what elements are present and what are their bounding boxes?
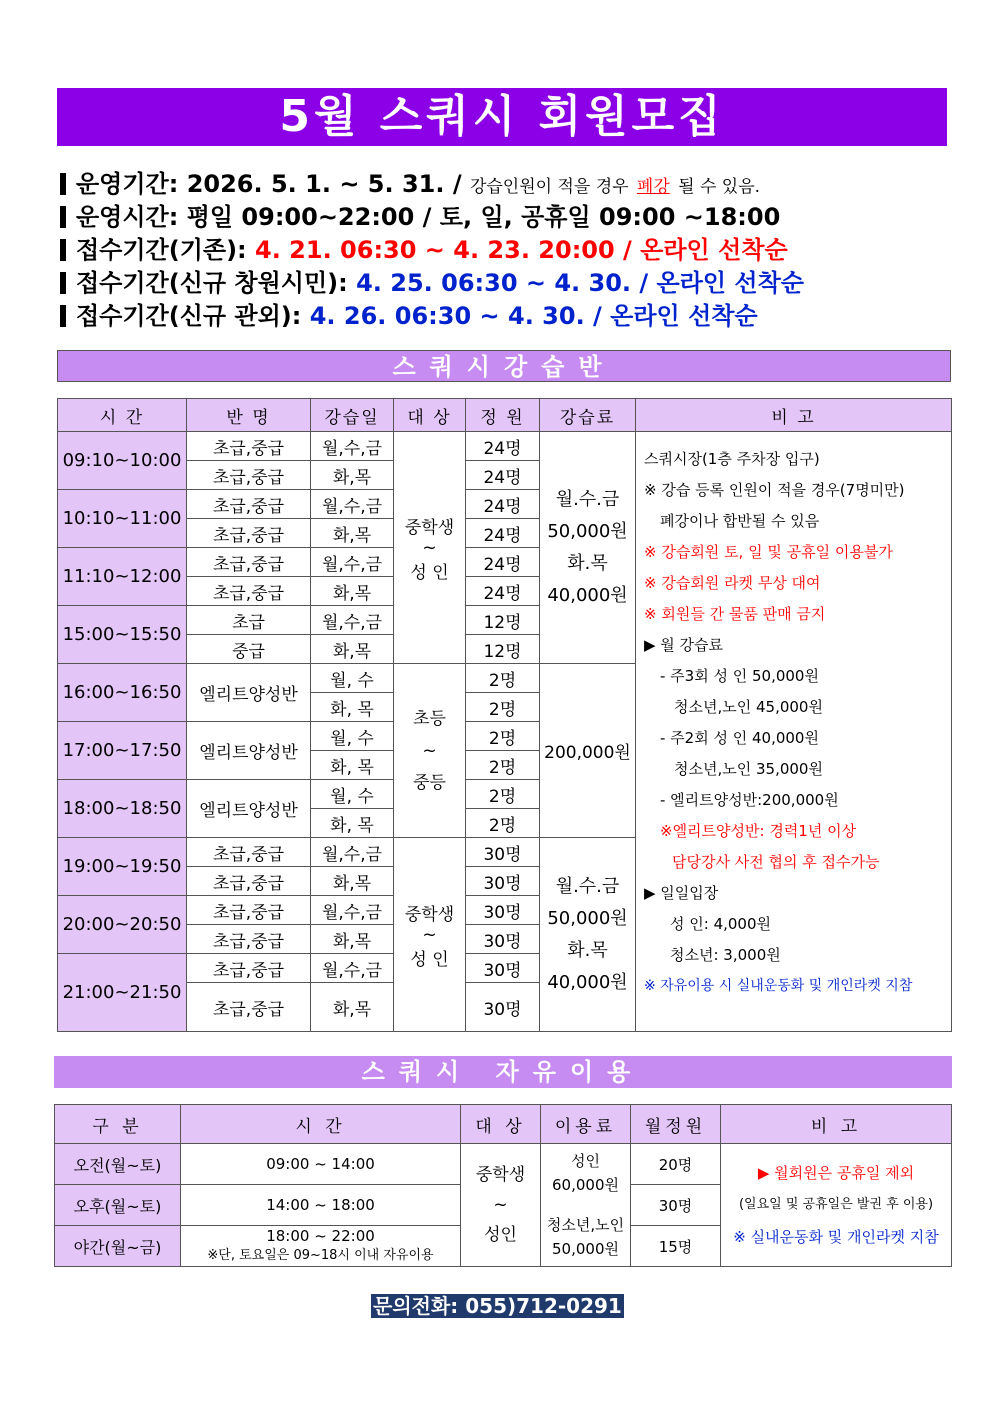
days-cell: 월, 수 xyxy=(311,664,394,693)
class-cell: 초급,중급 xyxy=(187,432,311,461)
capacity-cell: 2명 xyxy=(466,664,540,693)
target-cell: 초등 ~ 중등 xyxy=(394,664,466,838)
bullet-bar xyxy=(60,239,66,261)
days-cell: 월,수,금 xyxy=(311,432,394,461)
remark-line: ※ 자유이용 시 실내운동화 및 개인라켓 지참 xyxy=(644,978,913,994)
days-cell: 화,목 xyxy=(311,635,394,664)
header-cell: 대 상 xyxy=(394,399,466,432)
days-cell: 월,수,금 xyxy=(311,548,394,577)
fee-cell: 월.수.금 50,000원 화.목 40,000원 xyxy=(540,838,636,1032)
class-cell: 초급,중급 xyxy=(187,519,311,548)
capacity-cell: 30명 xyxy=(466,867,540,896)
time-cell: 18:00 ~ 22:00 ※단, 토요일은 09~18시 이내 자유이용 xyxy=(181,1226,461,1267)
fee-cell: 200,000원 xyxy=(540,664,636,838)
info-block xyxy=(60,168,960,333)
days-cell: 월,수,금 xyxy=(311,896,394,925)
time-cell: 10:10~11:00 xyxy=(58,490,187,548)
class-cell: 초급,중급 xyxy=(187,461,311,490)
remark-line: 스쿼시장(1층 주차장 입구) xyxy=(644,450,820,468)
class-cell: 초급,중급 xyxy=(187,490,311,519)
days-cell: 화, 목 xyxy=(311,809,394,838)
operation-hours: 운영시간: 평일 09:00~22:00 / 토, 일, 공휴일 09:00 ~18:00 xyxy=(60,201,960,234)
header-cell: 강습일 xyxy=(311,399,394,432)
remarks-cell: ▶ 월회원은 공휴일 제외 (일요일 및 공휴일은 발권 후 이용) ※ 실내운동화 및 개인라켓 지참 xyxy=(721,1144,952,1267)
class-cell: 엘리트양성반 xyxy=(187,722,311,780)
class-cell: 엘리트양성반 xyxy=(187,664,311,722)
fee-cell: 성인 60,000원 청소년,노인 50,000원 xyxy=(541,1144,631,1267)
class-cell: 초급,중급 xyxy=(187,838,311,867)
target-cell: 중학생 ~ 성 인 xyxy=(394,838,466,1032)
class-cell: 중급 xyxy=(187,635,311,664)
free-section-title: 스쿼시 자유이용 xyxy=(54,1056,952,1088)
free-use-table xyxy=(54,1104,952,1267)
contact-phone: 문의전화: 055)712-0291 xyxy=(373,1294,622,1318)
capacity-cell: 24명 xyxy=(466,519,540,548)
header-cell: 구 분 xyxy=(55,1105,181,1144)
time-cell: 09:10~10:00 xyxy=(58,432,187,490)
capacity-cell: 15명 xyxy=(631,1226,721,1267)
days-cell: 월,수,금 xyxy=(311,838,394,867)
days-cell: 화,목 xyxy=(311,461,394,490)
capacity-cell: 2명 xyxy=(466,809,540,838)
days-cell: 화,목 xyxy=(311,867,394,896)
capacity-cell: 30명 xyxy=(466,925,540,954)
days-cell: 화,목 xyxy=(311,983,394,1032)
bullet-bar xyxy=(60,272,66,294)
class-cell: 초급,중급 xyxy=(187,577,311,606)
header-cell: 반 명 xyxy=(187,399,311,432)
class-cell: 엘리트양성반 xyxy=(187,780,311,838)
capacity-cell: 2명 xyxy=(466,693,540,722)
remark-line: - 주2회 성 인 40,000원 xyxy=(660,729,819,747)
days-cell: 월,수,금 xyxy=(311,490,394,519)
class-cell: 초급 xyxy=(187,606,311,635)
capacity-cell: 30명 xyxy=(466,838,540,867)
remark-line: ※ 회원들 간 물품 판매 금지 xyxy=(644,605,826,623)
period-label: 야간(월~금) xyxy=(55,1226,181,1267)
capacity-cell: 2명 xyxy=(466,751,540,780)
class-cell: 초급,중급 xyxy=(187,983,311,1032)
remark-line: ※엘리트양성반: 경력1년 이상 xyxy=(660,822,857,840)
target-cell: 중학생 ~ 성인 xyxy=(461,1144,541,1267)
class-cell: 초급,중급 xyxy=(187,925,311,954)
remark-line: ▶ 일일입장 xyxy=(644,884,719,902)
table-row xyxy=(58,432,952,461)
capacity-cell: 30명 xyxy=(466,896,540,925)
days-cell: 화,목 xyxy=(311,577,394,606)
bullet-bar xyxy=(60,305,66,327)
capacity-cell: 12명 xyxy=(466,635,540,664)
time-cell: 19:00~19:50 xyxy=(58,838,187,896)
class-cell: 초급,중급 xyxy=(187,896,311,925)
capacity-cell: 2명 xyxy=(466,780,540,809)
time-cell: 18:00~18:50 xyxy=(58,780,187,838)
registration-new-outside: 접수기간(신규 관외): 4. 26. 06:30 ~ 4. 30. / 온라인 선착순 xyxy=(60,300,960,333)
header-cell: 정 원 xyxy=(466,399,540,432)
class-cell: 초급,중급 xyxy=(187,867,311,896)
operation-period: 운영기간: 2026. 5. 1. ~ 5. 31. / 강습인원이 적을 경우 폐강 될 수 있음. xyxy=(60,168,960,201)
remark-line: 성 인: 4,000원 xyxy=(670,915,772,933)
days-cell: 화, 목 xyxy=(311,751,394,780)
time-cell: 17:00~17:50 xyxy=(58,722,187,780)
bullet-bar xyxy=(60,173,66,195)
remark-line: 담당강사 사전 협의 후 접수가능 xyxy=(672,853,880,871)
time-cell: 14:00 ~ 18:00 xyxy=(181,1185,461,1226)
lesson-table xyxy=(57,398,952,1032)
remarks-cell xyxy=(636,432,952,1032)
capacity-cell: 12명 xyxy=(466,606,540,635)
days-cell: 화,목 xyxy=(311,925,394,954)
days-cell: 월, 수 xyxy=(311,780,394,809)
days-cell: 화, 목 xyxy=(311,693,394,722)
time-cell: 09:00 ~ 14:00 xyxy=(181,1144,461,1185)
capacity-cell: 20명 xyxy=(631,1144,721,1185)
remark-line: 폐강이나 합반될 수 있음 xyxy=(660,512,820,530)
registration-existing: 접수기간(기존): 4. 21. 06:30 ~ 4. 23. 20:00 / 온라인 선착순 xyxy=(60,234,960,267)
capacity-cell: 24명 xyxy=(466,577,540,606)
capacity-cell: 24명 xyxy=(466,432,540,461)
bullet-bar xyxy=(60,206,66,228)
days-cell: 화,목 xyxy=(311,519,394,548)
days-cell: 월,수,금 xyxy=(311,954,394,983)
time-cell: 15:00~15:50 xyxy=(58,606,187,664)
remark-line: 청소년: 3,000원 xyxy=(670,946,781,964)
remark-line: ※ 강습회원 토, 일 및 공휴일 이용불가 xyxy=(644,543,893,561)
time-cell: 16:00~16:50 xyxy=(58,664,187,722)
capacity-cell: 2명 xyxy=(466,722,540,751)
header-cell: 이용료 xyxy=(541,1105,631,1144)
header-cell: 대 상 xyxy=(461,1105,541,1144)
fee-cell: 월.수.금 50,000원 화.목 40,000원 xyxy=(540,432,636,664)
capacity-cell: 24명 xyxy=(466,548,540,577)
capacity-cell: 24명 xyxy=(466,461,540,490)
table-header xyxy=(55,1105,952,1144)
table-header xyxy=(58,399,952,432)
page-title: 5월 스쿼시 회원모집 xyxy=(57,88,947,146)
capacity-cell: 30명 xyxy=(466,954,540,983)
period-label: 오전(월~토) xyxy=(55,1144,181,1185)
remark-line: - 주3회 성 인 50,000원 xyxy=(660,667,819,685)
capacity-cell: 30명 xyxy=(631,1185,721,1226)
header-cell: 비 고 xyxy=(721,1105,952,1144)
period-label: 오후(월~토) xyxy=(55,1185,181,1226)
target-cell: 중학생 ~ 성 인 xyxy=(394,432,466,664)
remark-line: ▶ 월 강습료 xyxy=(644,636,724,654)
time-cell: 21:00~21:50 xyxy=(58,954,187,1032)
table-row xyxy=(55,1144,952,1185)
time-cell: 11:10~12:00 xyxy=(58,548,187,606)
remark-line: ※ 강습 등록 인원이 적을 경우(7명미만) xyxy=(644,481,905,499)
header-cell: 시 간 xyxy=(58,399,187,432)
remark-line: 청소년,노인 35,000원 xyxy=(674,760,823,778)
days-cell: 월,수,금 xyxy=(311,606,394,635)
days-cell: 월, 수 xyxy=(311,722,394,751)
class-cell: 초급,중급 xyxy=(187,548,311,577)
remark-line: - 엘리트양성반:200,000원 xyxy=(660,791,839,809)
registration-new-city: 접수기간(신규 창원시민): 4. 25. 06:30 ~ 4. 30. / 온라인 선착순 xyxy=(60,267,960,300)
class-cell: 초급,중급 xyxy=(187,954,311,983)
header-cell: 월정원 xyxy=(631,1105,721,1144)
capacity-cell: 24명 xyxy=(466,490,540,519)
lesson-section-title: 스쿼시강습반 xyxy=(57,350,951,382)
remark-line: 청소년,노인 45,000원 xyxy=(674,698,823,716)
capacity-cell: 30명 xyxy=(466,983,540,1032)
header-cell: 비 고 xyxy=(636,399,952,432)
header-cell: 강습료 xyxy=(540,399,636,432)
header-cell: 시 간 xyxy=(181,1105,461,1144)
remark-line: ※ 강습회원 라켓 무상 대여 xyxy=(644,574,821,592)
time-cell: 20:00~20:50 xyxy=(58,896,187,954)
